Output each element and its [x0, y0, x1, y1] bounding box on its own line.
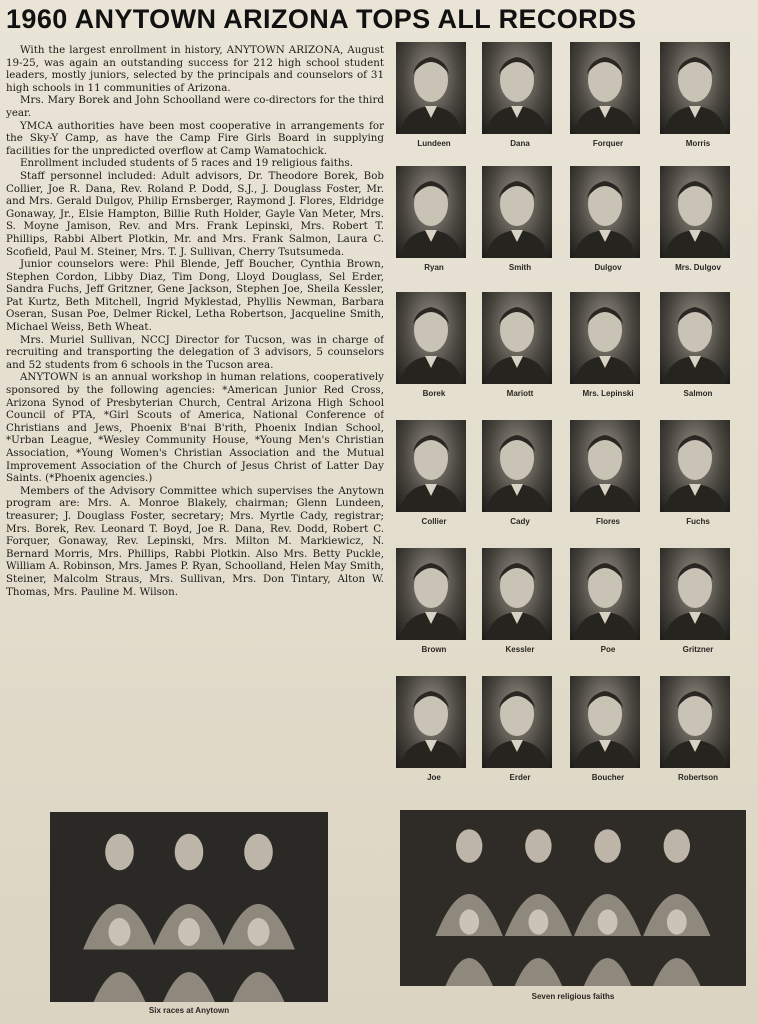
portrait — [390, 416, 478, 536]
portrait-photo — [396, 420, 466, 512]
portrait-caption: Boucher — [591, 773, 625, 782]
portrait — [654, 544, 742, 664]
portrait-photo — [570, 420, 640, 512]
portrait-photo — [570, 548, 640, 640]
portrait-caption: Poe — [600, 645, 616, 654]
portrait-caption: Mrs. Dulgov — [675, 263, 721, 272]
portrait-caption: Joe — [427, 773, 441, 782]
portrait-photo — [570, 292, 640, 384]
group-photo-caption: Seven religious faiths — [531, 992, 615, 1001]
portrait-caption: Salmon — [683, 389, 713, 398]
portrait-photo — [660, 548, 730, 640]
portrait — [564, 288, 652, 408]
portrait-photo — [396, 676, 466, 768]
portrait-caption: Borek — [422, 389, 446, 398]
article-paragraph: Members of the Advisory Committee which supervises the Anytown program are: Mrs. A. Monroe Blakely, chairman; Glenn Lundeen, treasurer; J. Douglass Foster, secretary; Mrs. Myrtle Cady, registrar; Mrs. Borek, Rev. Leonard T. Boyd, Joe R. Dana, Rev. Dodd, Robert C. Forquer, Gonaway, Rev. Lepinski, Mrs. Milton M. Markiewicz, N. Bernard Morris, Mrs. Phillips, Rabbi Plotkin. Also Mrs. Betty Puckle, William A. Robinson, Mrs. James P. Ryan, Schoolland, Helen May Smith, Steiner, Malcolm Straus, Mrs. Sullivan, Mrs. Don Tintary, Alton W. Thomas, Mrs. Pauline M. Wilson. — [6, 484, 384, 598]
portrait-caption: Erder — [509, 773, 531, 782]
article-paragraph: Enrollment included students of 5 races and 19 religious faiths. — [20, 157, 354, 170]
article-body — [6, 44, 384, 814]
portrait-photo — [396, 166, 466, 258]
group-photo-caption: Six races at Anytown — [148, 1006, 230, 1015]
portrait — [476, 162, 564, 282]
portrait-caption: Collier — [421, 517, 447, 526]
article-paragraph: ANYTOWN is an annual workshop in human relations, cooperatively sponsored by the following agencies: *American Junior Red Cross, Arizona Synod of Presbyterian Church, Central Arizona High School Council of PTA, *Girl Scouts of America, National Conference of Christians and Jews, Phoenix B'nai B'rith, Phoenix Indian School, *Urban League, *Wesley Community House, *Young Men's Christian Association, *Young Women's Christian Association and the Mutual Improvement Association of the Church of Jesus Christ of Latter Day Saints. (*Phoenix agencies.) — [6, 371, 384, 485]
portrait-photo — [396, 548, 466, 640]
article-paragraph: With the largest enrollment in history, ANYTOWN ARIZONA, August 19-25, was again an outstanding success for 212 high school student leaders, mostly juniors, selected by the principals and counselors of 31 high schools in 11 communities of Arizona. — [6, 44, 384, 94]
portrait — [476, 416, 564, 536]
portrait — [390, 544, 478, 664]
portrait-caption: Brown — [421, 645, 447, 654]
article-paragraph: Mrs. Mary Borek and John Schoolland were co-directors for the third year. — [6, 94, 384, 119]
article-paragraph: Junior counselors were: Phil Blende, Jeff Boucher, Cynthia Brown, Stephen Cordon, Libby Diaz, Tim Dong, Lloyd Douglass, Sel Erder, Sandra Fuchs, Jeff Gritzner, Gene Jackson, Stephen Joe, Sheila Kessler, Pat Kurtz, Beth Mitchell, Ingrid Myklestad, Phyllis Newman, Barbara Oseran, Susan Poe, Delmer Rickel, Letha Robertson, Jacqueline Smith, Michael Weiss, Beth Wheat. — [6, 258, 384, 334]
portrait-caption: Mariott — [506, 389, 534, 398]
portrait-photo — [660, 420, 730, 512]
headline: 1960 ANYTOWN ARIZONA TOPS ALL RECORDS — [6, 4, 637, 34]
portrait-caption: Gritzner — [682, 645, 714, 654]
portrait-photo — [570, 676, 640, 768]
portrait-grid — [386, 38, 756, 808]
portrait — [476, 38, 564, 158]
portrait — [390, 288, 478, 408]
portrait-photo — [482, 420, 552, 512]
portrait — [390, 162, 478, 282]
portrait — [476, 544, 564, 664]
portrait — [654, 672, 742, 792]
group-photo-six-races — [50, 812, 328, 1002]
group-photo-religious-faiths — [400, 810, 746, 986]
portrait — [564, 672, 652, 792]
portrait — [564, 38, 652, 158]
portrait — [564, 544, 652, 664]
article-paragraph: Mrs. Muriel Sullivan, NCCJ Director for Tucson, was in charge of recruiting and transporting the delegation of 3 advisors, 5 counselors and 52 students from 6 schools in the Tucson area. — [6, 333, 384, 371]
portrait-photo — [660, 292, 730, 384]
portrait-photo — [570, 42, 640, 134]
portrait-caption: Forquer — [592, 139, 624, 148]
portrait — [390, 38, 478, 158]
portrait-photo — [482, 166, 552, 258]
portrait-photo — [660, 42, 730, 134]
portrait — [390, 672, 478, 792]
portrait — [654, 416, 742, 536]
portrait-photo — [570, 166, 640, 258]
portrait — [564, 162, 652, 282]
portrait — [654, 162, 742, 282]
portrait — [654, 288, 742, 408]
portrait — [654, 38, 742, 158]
portrait-photo — [396, 292, 466, 384]
portrait-caption: Robertson — [678, 773, 718, 782]
portrait-caption: Smith — [508, 263, 532, 272]
portrait-caption: Fuchs — [686, 517, 710, 526]
portrait-photo — [482, 548, 552, 640]
portrait — [476, 288, 564, 408]
portrait-photo — [482, 676, 552, 768]
portrait-photo — [660, 676, 730, 768]
portrait-photo — [482, 292, 552, 384]
portrait — [564, 416, 652, 536]
article-paragraph: Staff personnel included: Adult advisors, Dr. Theodore Borek, Bob Collier, Joe R. Dana, Rev. Roland P. Dodd, S.J., J. Douglass Foster, Mr. and Mrs. Gerald Dulgov, Philip Ernsberger, Raymond J. Flores, Eldridge Gonaway, Jr., Elsie Hampton, Billie Ruth Holder, Gayle Van Meter, Mrs. S. Moyne Jamison, Rev. and Mrs. Frank Lepinski, Mrs. Robert T. Phillips, Rabbi Albert Plotkin, Mr. and Mrs. Frank Salmon, Laura C. Scofield, Paul M. Steiner, Mrs. T. J. Sullivan, Cherry Tsutsumeda. — [6, 169, 384, 258]
portrait-caption: Kessler — [505, 645, 535, 654]
portrait-caption: Dulgov — [594, 263, 622, 272]
portrait-caption: Morris — [685, 139, 711, 148]
portrait-caption: Cady — [510, 517, 530, 526]
portrait-caption: Ryan — [424, 263, 444, 272]
portrait-caption: Flores — [595, 517, 620, 526]
portrait-caption: Lundeen — [417, 139, 451, 148]
portrait-photo — [482, 42, 552, 134]
portrait — [476, 672, 564, 792]
article-paragraph: YMCA authorities have been most cooperative in arrangements for the Sky-Y Camp, as have the Camp Fire Girls Board in supplying facilities for the unpredicted overflow at Camp Wamatochick. — [6, 119, 384, 157]
portrait-photo — [396, 42, 466, 134]
portrait-photo — [660, 166, 730, 258]
portrait-caption: Dana — [510, 139, 530, 148]
portrait-caption: Mrs. Lepinski — [582, 389, 634, 398]
